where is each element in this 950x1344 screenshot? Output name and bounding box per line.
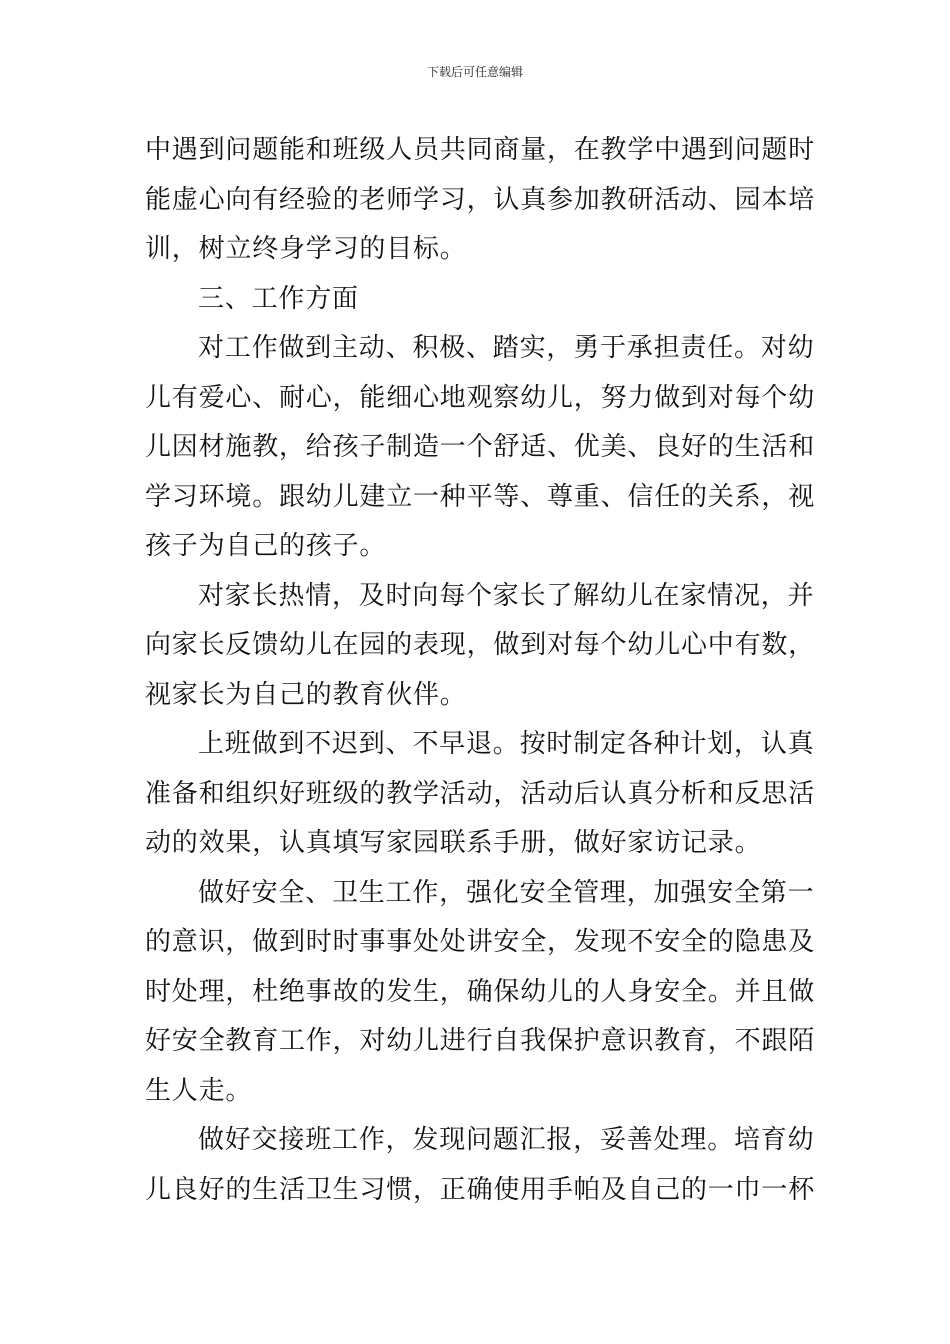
text-line: 生人走。 bbox=[145, 1075, 253, 1106]
text-line: 儿良好的生活卫生习惯，正确使用手帕及自己的一巾一杯 bbox=[145, 1174, 815, 1205]
text-line: 对工作做到主动、积极、踏实，勇于承担责任。对幼 bbox=[198, 333, 815, 363]
text-line: 儿因材施教，给孩子制造一个舒适、优美、良好的生活和 bbox=[145, 432, 815, 462]
paragraph-parents bbox=[145, 572, 815, 721]
text-line: 做好安全、卫生工作，强化安全管理，加强安全第一 bbox=[198, 877, 815, 908]
text-line: 准备和组织好班级的教学活动，活动后认真分析和反思活 bbox=[145, 778, 815, 809]
paragraph-work-attitude bbox=[145, 324, 815, 572]
text-line: 训，树立终身学习的目标。 bbox=[145, 234, 467, 264]
document-body bbox=[145, 126, 815, 1215]
text-line: 孩子为自己的孩子。 bbox=[145, 531, 387, 561]
text-line: 儿有爱心、耐心，能细心地观察幼儿，努力做到对每个幼 bbox=[145, 382, 815, 413]
text-line: 向家长反馈幼儿在园的表现，做到对每个幼儿心中有数， bbox=[145, 630, 815, 660]
text-line: 能虚心向有经验的老师学习，认真参加教研活动、园本培 bbox=[145, 184, 815, 215]
text-line: 动的效果，认真填写家园联系手册，做好家访记录。 bbox=[145, 828, 762, 858]
text-line: 做好交接班工作，发现问题汇报，妥善处理。培育幼 bbox=[198, 1125, 815, 1155]
section-heading-work bbox=[145, 275, 815, 325]
text-line: 学习环境。跟幼儿建立一种平等、尊重、信任的关系，视 bbox=[145, 481, 815, 512]
text-line: 时处理，杜绝事故的发生，确保幼儿的人身安全。并且做 bbox=[145, 976, 815, 1007]
text-line: 的意识，做到时时事事处处讲安全，发现不安全的隐患及 bbox=[145, 927, 815, 957]
paragraph-study-continued bbox=[145, 126, 815, 275]
paragraph-safety bbox=[145, 869, 815, 1117]
text-line: 中遇到问题能和班级人员共同商量，在教学中遇到问题时 bbox=[145, 135, 815, 165]
text-line: 上班做到不迟到、不早退。按时制定各种计划，认真 bbox=[198, 729, 815, 759]
paragraph-handover bbox=[145, 1116, 815, 1215]
page-header-note: 下载后可任意编辑 bbox=[426, 65, 523, 79]
text-line: 好安全教育工作，对幼儿进行自我保护意识教育，不跟陌 bbox=[145, 1026, 815, 1056]
text-line: 对家长热情，及时向每个家长了解幼儿在家情况，并 bbox=[198, 580, 815, 611]
heading-line: 三、工作方面 bbox=[198, 283, 359, 314]
text-line: 视家长为自己的教育伙伴。 bbox=[145, 679, 467, 710]
paragraph-attendance bbox=[145, 720, 815, 869]
